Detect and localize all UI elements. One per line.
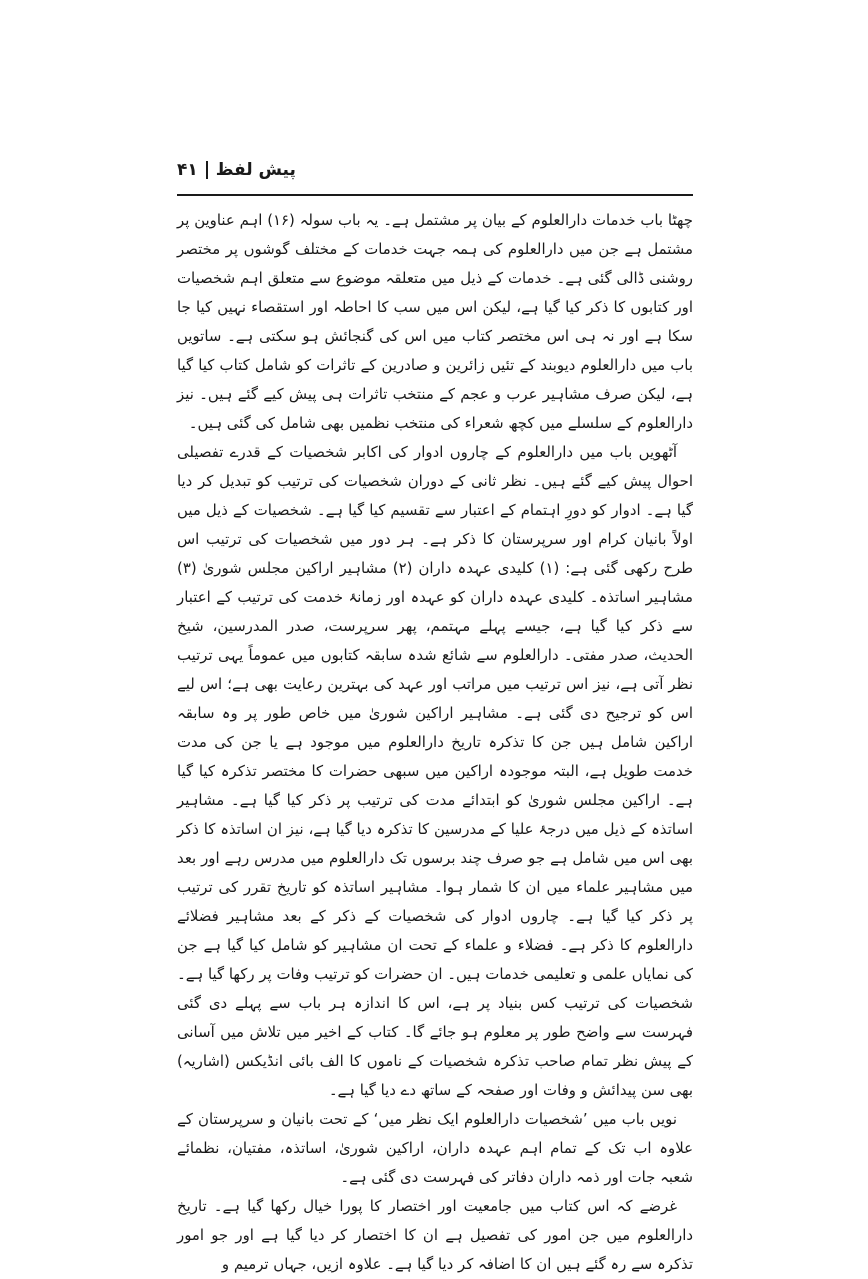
page-number: ۴۱: [177, 160, 198, 180]
paragraph-chapter-nine: نویں باب میں ’شخصیات دارالعلوم ایک نظر میں‘ کے تحت بانیان و سرپرستان کے علاوہ اب تک کے تمام اہم عہدہ داران، اراکین شوریٰ، اساتذہ، مفتیان، نظمائے شعبہ جات اور ذمہ داران دفاتر کی فہرست دی گئی ہے۔: [177, 1110, 693, 1186]
paragraph-chapter-six: چھٹا باب خدمات دارالعلوم کے بیان پر مشتمل ہے۔ یہ باب سولہ (۱۶) اہم عناوین پر مشتمل ہے جن میں دارالعلوم کی ہمہ جہت خدمات کے مختلف گوشوں پر مختصر روشنی ڈالی گئی ہے۔ خدمات کے ذیل میں متعلقہ موضوع سے متعلق اہم شخصیات اور کتابوں کا ذکر کیا گیا ہے، لیکن اس میں سب کا احاطہ اور استقصاء نہیں کیا جا سکا ہے اور نہ ہی اس مختصر کتاب میں اس کی گنجائش ہو سکتی ہے۔ ساتویں باب میں دارالعلوم دیوبند کے تئیں زائرین و صادرین کے تاثرات کو شامل کتاب کیا گیا ہے، لیکن صرف مشاہیر عرب و عجم کے منتخب تاثرات ہی پیش کیے گئے ہیں۔ نیز دارالعلوم کے سلسلے میں کچھ شعراء کی منتخب نظمیں بھی شامل کی گئی ہیں۔: [177, 211, 694, 432]
header-rule: [177, 194, 693, 196]
running-header-title: پیش لفظ: [215, 160, 296, 180]
paragraph-summary: غرضے کہ اس کتاب میں جامعیت اور اختصار کا پورا خیال رکھا گیا ہے۔ تاریخ دارالعلوم میں جن امور کی تفصیل ہے ان کا اختصار کر دیا گیا ہے اور جو امور تذکرہ سے رہ گئے ہیں ان کا اضافہ کر دیا گیا ہے۔ علاوہ ازیں، جہاں ترمیم و: [177, 1197, 693, 1273]
running-header: [177, 157, 693, 183]
body-text: [177, 206, 694, 1273]
header-separator: [206, 161, 208, 179]
paragraph-chapter-eight: آٹھویں باب میں دارالعلوم کے چاروں ادوار کی اکابر شخصیات کے قدرے تفصیلی احوال پیش کیے گئے ہیں۔ نظر ثانی کے دوران شخصیات کی ترتیب کو تبدیل کر دیا گیا ہے۔ ادوار کو دورِ اہتمام کے اعتبار سے تقسیم کیا گیا ہے۔ شخصیات کے ذیل میں اولاً بانیان کرام اور سرپرستان کا ذکر ہے۔ ہر دور میں شخصیات کی ترتیب اس طرح رکھی گئی ہے: (۱) کلیدی عہدہ داران (۲) مشاہیر اراکین مجلس شوریٰ (۳) مشاہیر اساتذہ۔ کلیدی عہدہ داران کو عہدہ اور زمانۂ خدمت کی ترتیب کے اعتبار سے ذکر کیا گیا ہے، جیسے پہلے مہتمم، پھر سرپرست، صدر المدرسین، شیخ الحدیث، صدر مفتی۔ دارالعلوم سے شائع شدہ سابقہ کتابوں میں عموماً یہی ترتیب نظر آتی ہے، نیز اس ترتیب میں مراتب اور عہد کی بہترین رعایت بھی ہے؛ اس لیے اس کو ترجیح دی گئی ہے۔ مشاہیر اراکین شوریٰ میں خاص طور پر وہ سابقہ اراکین شامل ہیں جن کا تذکرہ تاریخ دارالعلوم میں موجود ہے یا جن کی مدت خدمت طویل ہے، البتہ موجودہ اراکین میں سبھی حضرات کا مختصر تذکرہ کیا گیا ہے۔ اراکین مجلس شوریٰ کو ابتدائے مدت کی ترتیب پر ذکر کیا گیا ہے۔ مشاہیر اساتذہ کے ذیل میں درجۂ علیا کے مدرسین کا تذکرہ دیا گیا ہے، نیز ان اساتذہ کا ذکر بھی اس میں شامل ہے جو صرف چند برسوں تک دارالعلوم میں مدرس رہے اور بعد میں مشاہیر علماء میں ان کا شمار ہوا۔ مشاہیر اساتذہ کو تاریخ تقرر کی ترتیب پر ذکر کیا گیا ہے۔ چاروں ادوار کی شخصیات کے ذکر کے بعد مشاہیر فضلائے دارالعلوم کا ذکر ہے۔ فضلاء و علماء کے تحت ان مشاہیر کو شامل کیا گیا ہے جن کی نمایاں علمی و تعلیمی خدمات ہیں۔ ان حضرات کو ترتیب وفات پر رکھا گیا ہے۔ شخصیات کی ترتیب کس بنیاد پر ہے، اس کا اندازہ ہر باب سے پہلے دی گئی فہرست سے واضح طور پر معلوم ہو جائے گا۔ کتاب کے اخیر میں تلاش میں آسانی کے پیش نظر تمام صاحب تذکرہ شخصیات کے ناموں کا الف بائی انڈیکس (اشاریہ) بھی سن پیدائش و وفات اور صفحہ کے ساتھ دے دیا گیا ہے۔: [177, 443, 694, 1099]
